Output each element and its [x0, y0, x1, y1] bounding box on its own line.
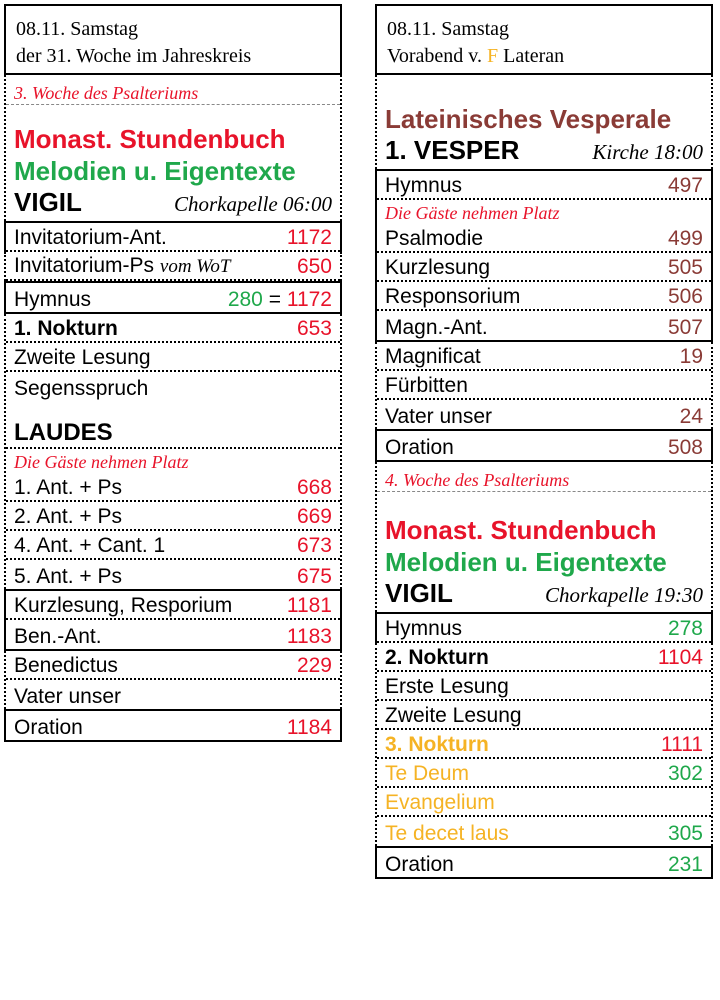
right-date-feast: Lateran: [503, 45, 565, 67]
table-row: [6, 252, 340, 281]
table-row: [6, 473, 340, 502]
table-row: [6, 223, 340, 252]
latin-vesperale-title: Lateinisches Vesperale: [385, 104, 672, 134]
row-label: Oration: [14, 716, 83, 739]
table-row: [6, 651, 340, 680]
right-vigil-rest: [375, 643, 713, 846]
vesper-header: [377, 135, 711, 169]
row-label-text: Invitatorium-Ps: [14, 254, 155, 277]
row-label: Zweite Lesung: [385, 704, 522, 727]
table-row: [6, 711, 340, 740]
row-label: Hymnus: [14, 288, 92, 311]
left-book-title-1: Monast. Stundenbuch: [14, 124, 286, 154]
right-book-title-2: Melodien u. Eigentexte: [385, 547, 667, 577]
row-label: [14, 253, 230, 279]
right-psalter-week: 4. Woche des Psalteriums: [377, 462, 711, 492]
left-nokturn: [4, 314, 342, 589]
row-label: Ben.-Ant.: [14, 625, 102, 648]
left-vigil-rest: [4, 252, 342, 281]
row-label: Erste Lesung: [385, 675, 509, 698]
row-label: Evangelium: [385, 791, 495, 814]
left-vigil-title: VIGIL: [14, 187, 82, 217]
row-page: 231: [667, 853, 703, 876]
row-label: Zweite Lesung: [14, 346, 151, 369]
row-label: 1. Nokturn: [14, 317, 118, 340]
left-body: [4, 75, 342, 221]
row-label: 3. Nokturn: [385, 733, 489, 756]
laudes-note: Die Gäste nehmen Platz: [14, 452, 189, 472]
table-row: [6, 283, 340, 312]
row-page-combined: [228, 287, 332, 312]
left-book-title-2: Melodien u. Eigentexte: [14, 156, 296, 186]
table-row: [377, 643, 711, 672]
left-vigil-place: Chorkapelle 06:00: [173, 192, 332, 216]
right-spacer-2: [377, 492, 711, 514]
row-page: 19: [679, 345, 703, 368]
row-page: 1183: [286, 625, 332, 648]
left-vigil-header: [6, 187, 340, 221]
row-page: 499: [667, 227, 703, 250]
vesper-note: Die Gäste nehmen Platz: [385, 203, 560, 223]
row-label: Segensspruch: [14, 377, 149, 400]
table-row: [6, 560, 340, 589]
right-body: [375, 75, 713, 169]
table-row: [377, 282, 711, 311]
row-label: Kurzlesung, Resporium: [14, 594, 233, 617]
table-row: [377, 342, 711, 371]
row-page: 1104: [657, 646, 703, 669]
row-equals: =: [268, 288, 281, 311]
row-page: 508: [667, 436, 703, 459]
table-row: [6, 680, 340, 709]
right-vigil-place: Chorkapelle 19:30: [544, 583, 703, 607]
table-row: [6, 591, 340, 620]
left-date-line2: der 31. Woche im Jahreskreis: [16, 45, 252, 67]
left-date-line1: 08.11. Samstag: [16, 18, 139, 40]
table-row: [377, 400, 711, 429]
table-row: [6, 620, 340, 649]
row-label: Te decet laus: [385, 822, 509, 845]
vesper-title: 1. VESPER: [385, 135, 520, 165]
row-page: 1184: [286, 716, 332, 739]
right-column: [375, 4, 713, 879]
table-row: [377, 224, 711, 253]
row-page: 675: [296, 565, 332, 588]
table-row: [377, 730, 711, 759]
row-label: 1. Ant. + Ps: [14, 476, 122, 499]
row-page: 668: [296, 476, 332, 499]
left-benedictus: [4, 651, 342, 709]
right-spacer: [377, 75, 711, 103]
row-label: Benedictus: [14, 654, 118, 677]
row-label: Psalmodie: [385, 227, 484, 250]
table-row: [377, 817, 711, 846]
table-row: [377, 431, 711, 460]
right-vigil-title: VIGIL: [385, 578, 453, 608]
table-row: [6, 502, 340, 531]
row-label: Hymnus: [385, 617, 463, 640]
row-label: Kurzlesung: [385, 256, 491, 279]
table-row: [377, 672, 711, 701]
row-label: Invitatorium-Ant.: [14, 226, 167, 249]
right-oration-box: [375, 846, 713, 879]
row-label: Responsorium: [385, 285, 521, 308]
right-date-vorabend: Vorabend v.: [387, 45, 482, 67]
table-row: [377, 371, 711, 400]
row-label: Oration: [385, 436, 454, 459]
table-row: [377, 253, 711, 282]
right-date-line2: [387, 43, 701, 70]
row-page: 305: [667, 822, 703, 845]
row-label: Vater unser: [385, 405, 492, 428]
left-kurzlesung-box: [4, 589, 342, 651]
row-label: 2. Ant. + Ps: [14, 505, 122, 528]
row-page: 1172: [286, 226, 332, 249]
feast-rank-letter: F: [486, 45, 499, 67]
row-label: 4. Ant. + Cant. 1: [14, 534, 166, 557]
right-date-box: [375, 4, 713, 75]
table-row: [6, 343, 340, 372]
left-spacer: [6, 105, 340, 123]
left-oration-box: [4, 709, 342, 742]
row-page: 229: [296, 654, 332, 677]
row-page: 1111: [660, 733, 703, 756]
table-row: [377, 788, 711, 817]
laudes-title: LAUDES: [6, 417, 340, 449]
right-vigil-header: [377, 578, 711, 612]
row-label: Hymnus: [385, 174, 463, 197]
table-row: [377, 614, 711, 643]
left-vigil-table: [4, 221, 342, 252]
table-row: [377, 311, 711, 340]
row-label: Oration: [385, 853, 454, 876]
row-page: 505: [667, 256, 703, 279]
row-page: 302: [667, 762, 703, 785]
table-row: [6, 531, 340, 560]
row-label: Magnificat: [385, 345, 481, 368]
table-row: [377, 171, 711, 200]
row-page: 506: [667, 285, 703, 308]
row-page: 497: [667, 174, 703, 197]
row-label: Magn.-Ant.: [385, 316, 488, 339]
row-label: 2. Nokturn: [385, 646, 489, 669]
row-page: 1181: [286, 594, 332, 617]
table-row: [6, 314, 340, 343]
row-page-a: 280: [227, 288, 263, 311]
row-page: 673: [296, 534, 332, 557]
table-row: [377, 701, 711, 730]
vesper-oration-box: [375, 429, 713, 462]
row-label: 5. Ant. + Ps: [14, 565, 122, 588]
row-label: Fürbitten: [385, 374, 468, 397]
right-vigil-body: [375, 462, 713, 612]
vesper-place: Kirche 18:00: [592, 140, 703, 164]
vesper-rest: [375, 342, 713, 429]
row-page: 24: [679, 405, 703, 428]
row-page: 669: [296, 505, 332, 528]
left-column: [4, 4, 342, 742]
row-label: Vater unser: [14, 685, 121, 708]
vesper-table-box: [375, 169, 713, 342]
row-page: 653: [296, 317, 332, 340]
row-label-suffix: vom WoT: [159, 256, 231, 277]
right-date-line1: 08.11. Samstag: [387, 18, 510, 40]
right-vigil-table: [375, 612, 713, 643]
table-row: [6, 372, 340, 401]
left-psalter-week: 3. Woche des Psalteriums: [6, 75, 340, 105]
left-spacer-2: [6, 401, 340, 417]
left-date-box: [4, 4, 342, 75]
table-row: [377, 848, 711, 877]
row-page: 507: [667, 316, 703, 339]
row-label: Te Deum: [385, 762, 470, 785]
table-row: [377, 759, 711, 788]
row-page: 278: [667, 617, 703, 640]
left-hymnus-box: [4, 281, 342, 314]
row-page-b: 1172: [286, 288, 332, 311]
right-book-title-1: Monast. Stundenbuch: [385, 515, 657, 545]
row-page: 650: [296, 255, 332, 278]
